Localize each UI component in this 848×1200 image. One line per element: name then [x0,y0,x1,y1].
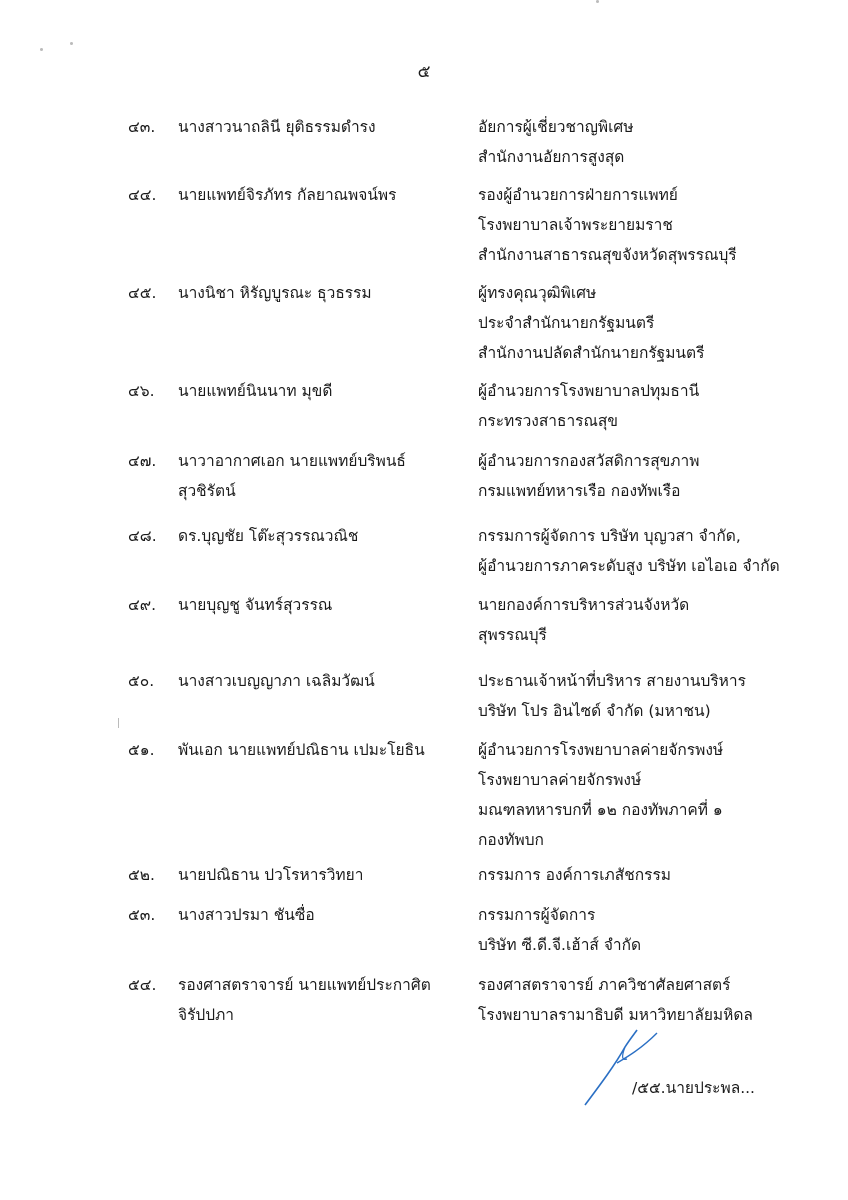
entry-position-line: กระทรวงสาธารณสุข [478,412,618,430]
entry-position-line: ผู้อำนวยการโรงพยาบาลค่ายจักรพงษ์ [478,741,724,759]
entry-position [478,112,808,172]
entry-position-line: โรงพยาบาลเจ้าพระยายมราช [478,216,673,234]
entry-name-line: นายแพทย์นินนาท มุขดี [178,382,333,400]
entry-position [478,970,808,1030]
entry-position [478,666,808,726]
entry-position [478,860,808,890]
entry-name [178,278,458,308]
entry-position-line: กองทัพบก [478,831,544,849]
entry-position-line: กรมแพทย์ทหารเรือ กองทัพเรือ [478,482,681,500]
entry-position-line: อัยการผู้เชี่ยวชาญพิเศษ [478,118,634,136]
entry-position-line: นายกองค์การบริหารส่วนจังหวัด [478,596,690,614]
entry-number: ๔๘. [128,527,157,545]
entry-position-line: ประธานเจ้าหน้าที่บริหาร สายงานบริหาร [478,672,746,690]
entry-name [178,735,458,765]
entry-position-line: ผู้อำนวยการโรงพยาบาลปทุมธานี [478,382,700,400]
entry-name [178,521,458,551]
entry-name-line: นางสาวปรมา ชันซื่อ [178,906,315,924]
entry-position-line: รองผู้อำนวยการฝ่ายการแพทย์ [478,186,678,204]
entry-name [178,590,458,620]
entry-name-line: นายปณิธาน ปวโรหารวิทยา [178,866,364,884]
entry-position-line: กรรมการ องค์การเภสัชกรรม [478,866,672,884]
scan-speck [70,42,73,45]
entry-name-line: สุวชิรัตน์ [178,482,236,500]
entry-position [478,376,808,436]
entry-position-line: มณฑลทหารบกที่ ๑๒ กองทัพภาคที่ ๑ [478,801,723,819]
entry-number: ๔๙. [128,596,157,614]
entry-position [478,180,808,270]
entry-number: ๔๕. [128,284,157,302]
entry-number: ๔๗. [128,452,157,470]
entry-name-line: นายแพทย์จิรภัทร กัลยาณพจน์พร [178,186,397,204]
entry-name-line: นายบุญชู จันทร์สุวรรณ [178,596,333,614]
entry-number: ๕๒. [128,866,155,884]
entry-name-line: จิรัปปภา [178,1006,235,1024]
entry-position [478,900,808,960]
entry-position [478,278,808,368]
entry-position [478,590,808,650]
entry-name-line: นางนิชา หิรัญบูรณะ ธุวธรรม [178,284,372,302]
entry-name [178,180,458,210]
entry-position-line: ประจำสำนักนายกรัฐมนตรี [478,314,655,332]
continuation-note: /๕๕.นายประพล... [632,1079,755,1097]
entry-position-line: สุพรรณบุรี [478,626,547,644]
entry-position-line: โรงพยาบาลรามาธิบดี มหาวิทยาลัยมหิดล [478,1006,753,1024]
entry-position-line: รองศาสตราจารย์ ภาควิชาศัลยศาสตร์ [478,976,731,994]
entry-position-line: กรรมการผู้จัดการ บริษัท บุญวสา จำกัด, [478,527,741,545]
entry-name [178,900,458,930]
entry-name-line: นาวาอากาศเอก นายแพทย์บริพนธ์ [178,452,406,470]
entry-name [178,860,458,890]
entry-position-line: บริษัท ซี.ดี.จี.เฮ้าส์ จำกัด [478,936,642,954]
entry-name-line: พันเอก นายแพทย์ปณิธาน เปมะโยธิน [178,741,425,759]
entry-position-line: โรงพยาบาลค่ายจักรพงษ์ [478,771,642,789]
entry-position-line: ผู้อำนวยการภาคระดับสูง บริษัท เอไอเอ จำกัด [478,557,780,575]
entry-number: ๕๑. [128,741,155,759]
scan-speck [596,0,599,3]
entry-name-line: นางสาวนาถลินี ยุติธรรมดำรง [178,118,376,136]
entry-name [178,112,458,142]
scan-speck [40,48,43,51]
entry-number: ๕๓. [128,906,156,924]
entry-position-line: สำนักงานอัยการสูงสุด [478,148,625,166]
page-number: ๕ [417,62,431,82]
entry-number: ๔๓. [128,118,156,136]
entry-name-line: นางสาวเบญญาภา เฉลิมวัฒน์ [178,672,375,690]
entry-position-line: สำนักงานปลัดสำนักนายกรัฐมนตรี [478,344,705,362]
entry-name-line: รองศาสตราจารย์ นายแพทย์ประกาศิต [178,976,431,994]
entry-name [178,446,458,506]
entry-name [178,376,458,406]
entry-name-line: ดร.บุญชัย โต๊ะสุวรรณวณิช [178,527,359,545]
entry-name [178,970,458,1030]
entry-position-line: ผู้อำนวยการกองสวัสดิการสุขภาพ [478,452,700,470]
entry-number: ๕๐. [128,672,155,690]
entry-number: ๕๔. [128,976,157,994]
entry-number: ๔๔. [128,186,157,204]
entry-name [178,666,458,696]
scan-mark [118,718,119,728]
entry-position-line: บริษัท โปร อินไซด์ จำกัด (มหาชน) [478,702,711,720]
entry-number: ๔๖. [128,382,155,400]
entry-position-line: กรรมการผู้จัดการ [478,906,596,924]
entry-position [478,735,808,855]
entry-position [478,446,808,506]
entry-position-line: ผู้ทรงคุณวุฒิพิเศษ [478,284,597,302]
entry-position [478,521,808,581]
entry-position-line: สำนักงานสาธารณสุขจังหวัดสุพรรณบุรี [478,246,737,264]
